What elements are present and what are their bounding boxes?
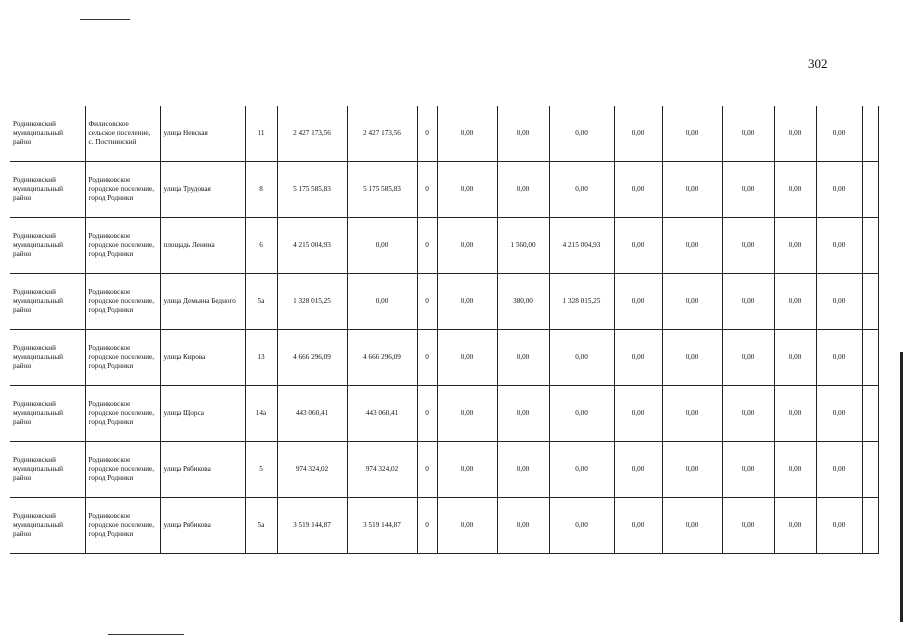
cell-c1: 3 519 144,87	[277, 498, 347, 554]
cell-c11: 0,00	[816, 498, 862, 554]
cell-c5: 0,00	[497, 498, 549, 554]
cell-c2: 443 060,41	[347, 386, 417, 442]
cell-c6: 0,00	[549, 162, 614, 218]
cell-district: Родниковский муниципальный район	[10, 330, 85, 386]
cell-c6: 0,00	[549, 442, 614, 498]
cell-c9: 0,00	[722, 330, 774, 386]
cell-c6: 4 215 004,93	[549, 218, 614, 274]
cell-spacer	[862, 274, 878, 330]
cell-street: улица Щорса	[160, 386, 245, 442]
cell-c11: 0,00	[816, 162, 862, 218]
cell-c1: 1 328 015,25	[277, 274, 347, 330]
cell-settlement: Родниковское городское поселение, город Родники	[85, 442, 160, 498]
scan-edge-shadow	[900, 352, 903, 622]
cell-c6: 0,00	[549, 330, 614, 386]
cell-c5: 380,00	[497, 274, 549, 330]
cell-c9: 0,00	[722, 498, 774, 554]
cell-c9: 0,00	[722, 442, 774, 498]
cell-c4: 0,00	[437, 330, 497, 386]
table-row	[10, 106, 878, 162]
table-row	[10, 498, 878, 554]
cell-house: 5а	[245, 498, 277, 554]
table-row	[10, 162, 878, 218]
cell-c5: 0,00	[497, 386, 549, 442]
cell-c10: 0,00	[774, 162, 816, 218]
page-number: 302	[808, 56, 828, 71]
cell-spacer	[862, 218, 878, 274]
cell-settlement: Родниковское городское поселение, город Родники	[85, 218, 160, 274]
cell-c5: 0,00	[497, 162, 549, 218]
cell-spacer	[862, 330, 878, 386]
cell-c11: 0,00	[816, 274, 862, 330]
cell-house: 11	[245, 106, 277, 162]
cell-c3: 0	[417, 330, 437, 386]
cell-c6: 0,00	[549, 386, 614, 442]
cell-c8: 0,00	[662, 218, 722, 274]
cell-c3: 0	[417, 218, 437, 274]
cell-street: площадь Ленина	[160, 218, 245, 274]
cell-c10: 0,00	[774, 386, 816, 442]
cell-district: Родниковский муниципальный район	[10, 386, 85, 442]
cell-c1: 5 175 585,83	[277, 162, 347, 218]
cell-c2: 2 427 173,56	[347, 106, 417, 162]
cell-c9: 0,00	[722, 162, 774, 218]
cell-c8: 0,00	[662, 442, 722, 498]
cell-district: Родниковский муниципальный район	[10, 498, 85, 554]
cell-c7: 0,00	[614, 442, 662, 498]
cell-c8: 0,00	[662, 162, 722, 218]
cell-house: 8	[245, 162, 277, 218]
cell-c1: 4 215 004,93	[277, 218, 347, 274]
cell-spacer	[862, 498, 878, 554]
cell-c6: 0,00	[549, 106, 614, 162]
cell-c11: 0,00	[816, 330, 862, 386]
register-table	[10, 106, 879, 554]
cell-settlement: Родниковское городское поселение, город Родники	[85, 162, 160, 218]
scan-artifact-line	[108, 634, 184, 635]
cell-c4: 0,00	[437, 442, 497, 498]
cell-c3: 0	[417, 274, 437, 330]
cell-c1: 443 060,41	[277, 386, 347, 442]
cell-settlement: Родниковское городское поселение, город Родники	[85, 498, 160, 554]
cell-c3: 0	[417, 442, 437, 498]
cell-c5: 1 560,00	[497, 218, 549, 274]
cell-c9: 0,00	[722, 274, 774, 330]
cell-c2: 3 519 144,87	[347, 498, 417, 554]
cell-c11: 0,00	[816, 106, 862, 162]
cell-settlement: Родниковское городское поселение, город Родники	[85, 386, 160, 442]
cell-c10: 0,00	[774, 498, 816, 554]
cell-c7: 0,00	[614, 106, 662, 162]
cell-house: 13	[245, 330, 277, 386]
cell-district: Родниковский муниципальный район	[10, 442, 85, 498]
cell-street: улица Рябикова	[160, 442, 245, 498]
cell-street: улица Демьяна Бедного	[160, 274, 245, 330]
cell-c2: 974 324,02	[347, 442, 417, 498]
cell-settlement: Родниковское городское поселение, город Родники	[85, 274, 160, 330]
cell-c10: 0,00	[774, 442, 816, 498]
cell-c2: 4 666 296,09	[347, 330, 417, 386]
table-row	[10, 442, 878, 498]
cell-district: Родниковский муниципальный район	[10, 162, 85, 218]
cell-c11: 0,00	[816, 386, 862, 442]
cell-c2: 5 175 585,83	[347, 162, 417, 218]
cell-house: 5а	[245, 274, 277, 330]
cell-settlement: Родниковское городское поселение, город Родники	[85, 330, 160, 386]
cell-house: 5	[245, 442, 277, 498]
cell-spacer	[862, 442, 878, 498]
cell-c10: 0,00	[774, 106, 816, 162]
cell-c9: 0,00	[722, 386, 774, 442]
cell-district: Родниковский муниципальный район	[10, 218, 85, 274]
cell-street: улица Невская	[160, 106, 245, 162]
cell-c3: 0	[417, 106, 437, 162]
cell-spacer	[862, 386, 878, 442]
cell-c3: 0	[417, 386, 437, 442]
cell-spacer	[862, 162, 878, 218]
cell-c8: 0,00	[662, 498, 722, 554]
cell-c7: 0,00	[614, 274, 662, 330]
cell-c1: 2 427 173,56	[277, 106, 347, 162]
cell-c2: 0,00	[347, 274, 417, 330]
cell-house: 14а	[245, 386, 277, 442]
cell-c6: 0,00	[549, 498, 614, 554]
cell-c1: 4 666 296,09	[277, 330, 347, 386]
table-row	[10, 330, 878, 386]
cell-c8: 0,00	[662, 274, 722, 330]
table-row	[10, 218, 878, 274]
cell-c8: 0,00	[662, 106, 722, 162]
cell-c10: 0,00	[774, 218, 816, 274]
cell-c4: 0,00	[437, 162, 497, 218]
cell-c7: 0,00	[614, 218, 662, 274]
cell-c5: 0,00	[497, 330, 549, 386]
cell-c4: 0,00	[437, 218, 497, 274]
cell-c11: 0,00	[816, 218, 862, 274]
cell-c9: 0,00	[722, 106, 774, 162]
cell-c6: 1 328 015,25	[549, 274, 614, 330]
cell-house: 6	[245, 218, 277, 274]
cell-c4: 0,00	[437, 386, 497, 442]
cell-c7: 0,00	[614, 386, 662, 442]
cell-settlement: Филисовское сельское поселение, с. Постнинский	[85, 106, 160, 162]
cell-c8: 0,00	[662, 330, 722, 386]
cell-street: улица Рябикова	[160, 498, 245, 554]
cell-c5: 0,00	[497, 442, 549, 498]
scan-artifact-line	[80, 19, 130, 20]
cell-c10: 0,00	[774, 330, 816, 386]
cell-c7: 0,00	[614, 498, 662, 554]
cell-spacer	[862, 106, 878, 162]
cell-district: Родниковский муниципальный район	[10, 274, 85, 330]
cell-c3: 0	[417, 162, 437, 218]
cell-c4: 0,00	[437, 498, 497, 554]
cell-c4: 0,00	[437, 274, 497, 330]
cell-street: улица Трудовая	[160, 162, 245, 218]
cell-c5: 0,00	[497, 106, 549, 162]
cell-c8: 0,00	[662, 386, 722, 442]
table-row	[10, 386, 878, 442]
cell-c7: 0,00	[614, 330, 662, 386]
cell-district: Родниковский муниципальный район	[10, 106, 85, 162]
cell-c9: 0,00	[722, 218, 774, 274]
cell-c1: 974 324,02	[277, 442, 347, 498]
cell-c10: 0,00	[774, 274, 816, 330]
table-row	[10, 274, 878, 330]
cell-c7: 0,00	[614, 162, 662, 218]
cell-c4: 0,00	[437, 106, 497, 162]
cell-c11: 0,00	[816, 442, 862, 498]
cell-c2: 0,00	[347, 218, 417, 274]
cell-c3: 0	[417, 498, 437, 554]
cell-street: улица Кирова	[160, 330, 245, 386]
